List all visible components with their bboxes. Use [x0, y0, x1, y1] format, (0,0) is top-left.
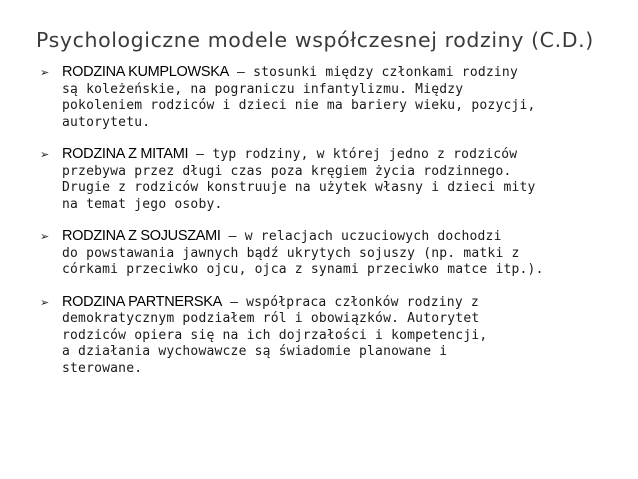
list-item — [36, 294, 621, 378]
item-line: demokratycznym podziałem ról i obowiązków. Autorytet — [62, 311, 480, 326]
item-line: a działania wychowawcze są świadomie planowane i — [62, 344, 448, 359]
arrow-bullet-icon: ➢ — [40, 148, 50, 161]
list-item — [36, 228, 621, 279]
arrow-bullet-icon: ➢ — [40, 66, 50, 79]
item-line: przebywa przez długi czas poza kręgiem życia rodzinnego. — [62, 163, 512, 179]
item-first-line — [62, 228, 621, 246]
item-term: RODZINA PARTNERSKA — [62, 293, 223, 310]
item-term: RODZINA KUMPLOWSKA — [62, 64, 230, 80]
item-text: – typ rodziny, w której jedno z rodziców — [188, 147, 518, 162]
item-text: – współpraca członków rodziny z — [222, 294, 479, 310]
item-line: pokoleniem rodziców i dzieci nie ma bariery wieku, pozycji, — [62, 98, 536, 113]
arrow-bullet-icon: ➢ — [40, 230, 50, 243]
item-term: RODZINA Z SOJUSZAMI — [62, 228, 221, 244]
list-item — [36, 146, 621, 213]
item-term: RODZINA Z MITAMI — [62, 146, 189, 162]
item-first-line — [62, 64, 621, 82]
item-line: córkami przeciwko ojcu, ojca z synami przeciwko matce itp.). — [62, 262, 544, 277]
item-line: do powstawania jawnych bądź ukrytych sojuszy (np. matki z — [62, 245, 520, 261]
slide-title: Psychologiczne modele współczesnej rodziny (C.D.) — [36, 28, 594, 52]
item-line: na temat jego osoby. — [62, 196, 223, 212]
item-first-line — [62, 294, 621, 312]
item-line: sterowane. — [62, 360, 143, 376]
list-item — [36, 64, 621, 131]
item-line: rodziców opiera się na ich dojrzałości i kompetencji, — [62, 327, 488, 343]
item-text: – w relacjach uczuciowych dochodzi — [220, 229, 502, 244]
item-text: – stosunki między członkami rodziny — [229, 65, 518, 80]
arrow-bullet-icon: ➢ — [40, 295, 50, 309]
item-first-line — [62, 146, 621, 164]
item-line: są koleżeńskie, na pograniczu infantylizmu. Między — [62, 81, 464, 97]
bullet-list — [36, 64, 621, 392]
item-line: autorytetu. — [62, 114, 151, 130]
item-line: Drugie z rodziców konstruuje na użytek własny i dzieci mity — [62, 180, 536, 195]
